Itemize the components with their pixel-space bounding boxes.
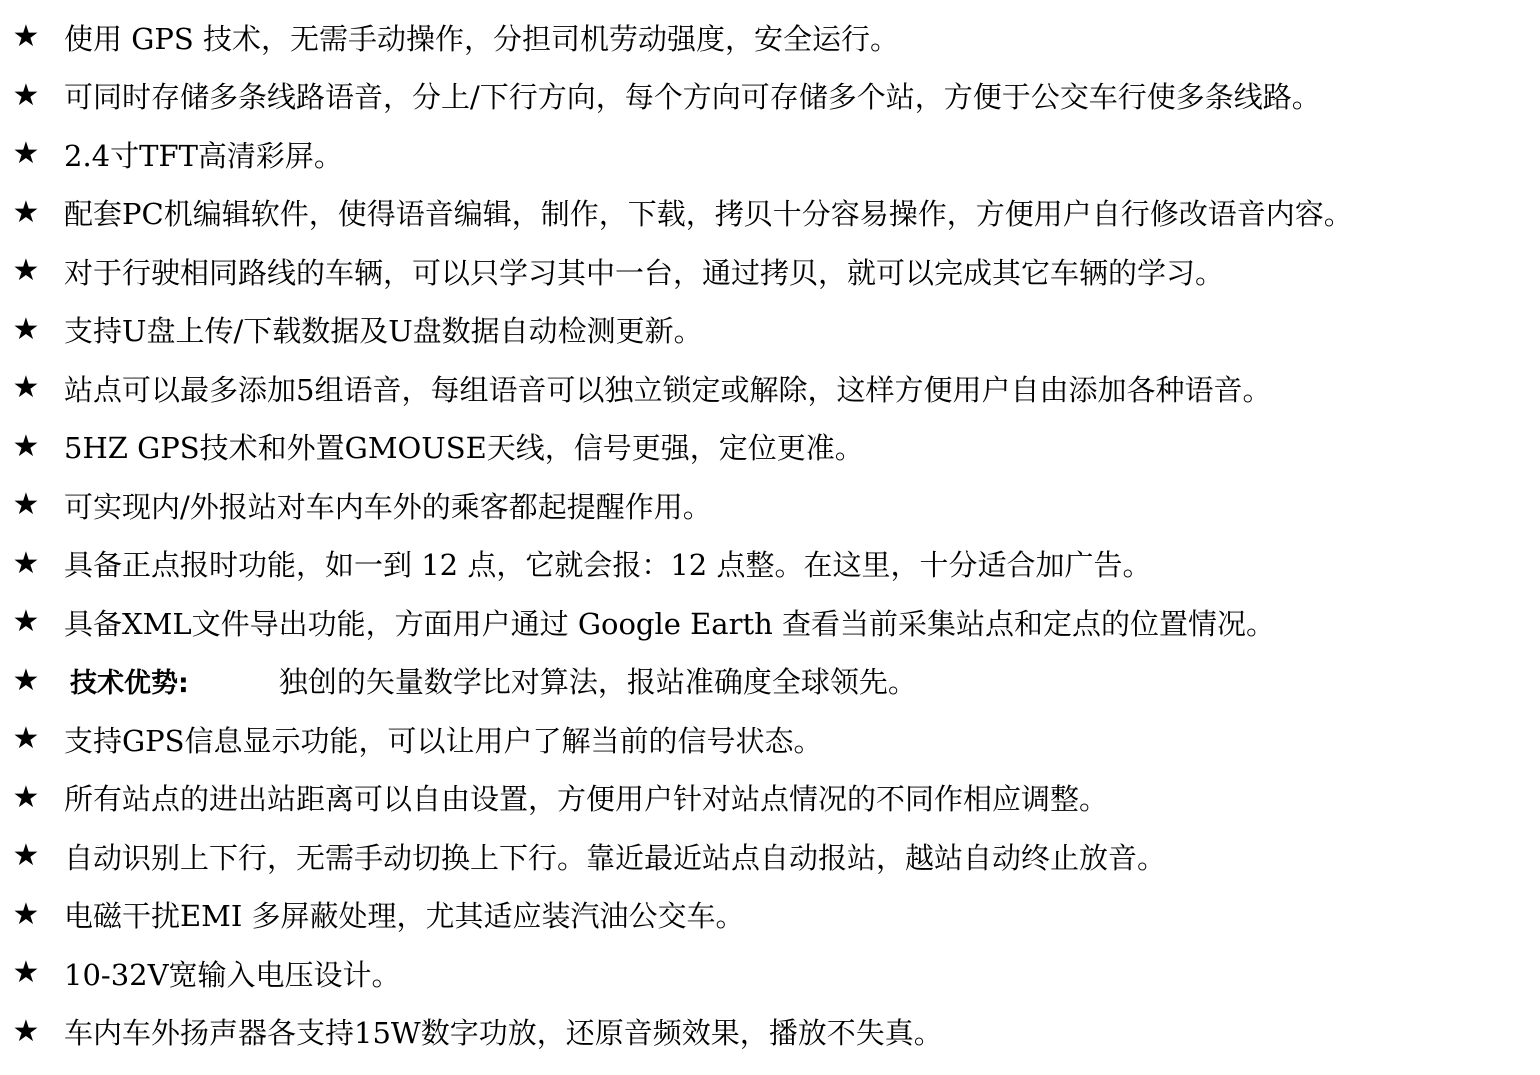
feature-label: 技术优势: [70, 668, 189, 700]
list-item [0, 1003, 1540, 1062]
feature-text: 支持GPS信息显示功能，可以让用户了解当前的信号状态。 [64, 723, 823, 758]
list-item [0, 242, 1540, 301]
list-item [0, 535, 1540, 594]
list-item [0, 944, 1540, 1003]
list-item [0, 476, 1540, 535]
star-bullet-icon: ★ [12, 77, 40, 113]
feature-text: 独创的矢量数学比对算法，报站准确度全球领先。 [278, 665, 917, 700]
feature-text: 站点可以最多添加5组语音，每组语音可以独立锁定或解除，这样方便用户自由添加各种语音。 [64, 372, 1272, 407]
list-item [0, 652, 1540, 711]
feature-text: 具备正点报时功能，如一到 12 点，它就会报：12 点整。在这里，十分适合加广告。 [64, 548, 1152, 583]
star-bullet-icon: ★ [12, 604, 40, 640]
star-bullet-icon: ★ [12, 428, 40, 464]
star-bullet-icon: ★ [12, 662, 40, 698]
list-item [0, 769, 1540, 828]
star-bullet-icon: ★ [12, 253, 40, 289]
star-bullet-icon: ★ [12, 311, 40, 347]
feature-text: 5HZ GPS技术和外置GMOUSE天线，信号更强，定位更准。 [64, 431, 864, 466]
star-bullet-icon: ★ [12, 721, 40, 757]
list-item [0, 593, 1540, 652]
list-item [0, 418, 1540, 477]
feature-text: 使用 GPS 技术，无需手动操作，分担司机劳动强度，安全运行。 [64, 21, 899, 56]
feature-text: 具备XML文件导出功能，方面用户通过 Google Earth 查看当前采集站点和定点的位置情况。 [64, 606, 1275, 641]
star-bullet-icon: ★ [12, 370, 40, 406]
star-bullet-icon: ★ [12, 896, 40, 932]
list-item [0, 184, 1540, 243]
feature-text: 支持U盘上传/下载数据及U盘数据自动检测更新。 [64, 314, 703, 349]
feature-text: 对于行驶相同路线的车辆，可以只学习其中一台，通过拷贝，就可以完成其它车辆的学习。 [64, 255, 1225, 290]
star-bullet-icon: ★ [12, 19, 40, 55]
feature-text: 可同时存储多条线路语音，分上/下行方向，每个方向可存储多个站，方便于公交车行使多条线路。 [64, 80, 1321, 115]
list-item [0, 125, 1540, 184]
list-item [0, 301, 1540, 360]
feature-text: 所有站点的进出站距离可以自由设置，方便用户针对站点情况的不同作相应调整。 [64, 782, 1109, 817]
feature-text: 可实现内/外报站对车内车外的乘客都起提醒作用。 [64, 489, 712, 524]
list-item [0, 8, 1540, 67]
feature-text: 车内车外扬声器各支持15W数字功放，还原音频效果，播放不失真。 [64, 1016, 943, 1051]
list-item [0, 710, 1540, 769]
star-bullet-icon: ★ [12, 779, 40, 815]
list-item [0, 67, 1540, 126]
star-bullet-icon: ★ [12, 487, 40, 523]
feature-list [0, 8, 1540, 1061]
feature-text: 配套PC机编辑软件，使得语音编辑，制作，下载，拷贝十分容易操作，方便用户自行修改语音内容。 [64, 197, 1353, 232]
list-item [0, 359, 1540, 418]
star-bullet-icon: ★ [12, 545, 40, 581]
star-bullet-icon: ★ [12, 194, 40, 230]
feature-text: 2.4寸TFT高清彩屏。 [64, 138, 343, 173]
star-bullet-icon: ★ [12, 838, 40, 874]
star-bullet-icon: ★ [12, 1013, 40, 1049]
star-bullet-icon: ★ [12, 136, 40, 172]
feature-text: 10-32V宽输入电压设计。 [64, 957, 401, 992]
list-item [0, 886, 1540, 945]
star-bullet-icon: ★ [12, 955, 40, 991]
list-item [0, 827, 1540, 886]
feature-text: 电磁干扰EMI 多屏蔽处理，尤其适应装汽油公交车。 [64, 899, 745, 934]
feature-text: 自动识别上下行，无需手动切换上下行。靠近最近站点自动报站，越站自动终止放音。 [64, 840, 1167, 875]
